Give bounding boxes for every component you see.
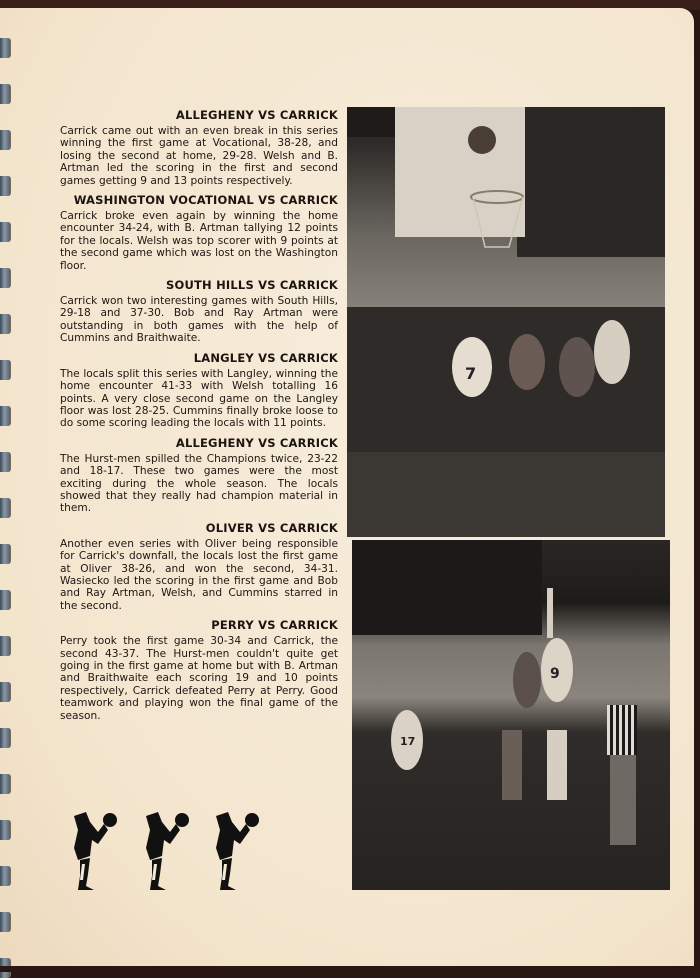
basketball-game-photo [352,540,670,890]
article-oliver [60,521,338,612]
article-body: Carrick came out with an even break in this series winning the first game at Vocational, 38-28, and losing the second at home, 29-28. Welsh and B. Artman led the scoring in the first and second games getting 9 and 13 points respectively. [60,125,338,187]
binding-ring [0,682,11,702]
article-heading: SOUTH HILLS VS CARRICK [166,278,338,293]
svg-text:7: 7 [465,364,477,383]
binding-ring [0,912,11,932]
basketball-player-silhouette-icon [210,808,270,894]
yearbook-page [0,8,694,966]
binding-ring [0,774,11,794]
game-recaps-column [60,108,338,728]
binding-ring [0,406,11,426]
binding-ring [0,544,11,564]
article-heading: ALLEGHENY VS CARRICK [175,108,338,122]
binding-ring [0,636,11,656]
decorative-figures [68,808,278,894]
basketball-game-photo [347,107,665,537]
spiral-binding [0,28,14,978]
article-heading: WASHINGTON VOCATIONAL VS CARRICK [73,193,338,208]
binding-ring [0,360,11,380]
binding-ring [0,452,11,472]
photo-rebound-under-basket [347,107,665,537]
article-washington-vocational [60,193,338,272]
article-body: Carrick broke even again by winning the home encounter 34-24, with B. Artman tallying 12 points for the locals. Welsh was top scorer with 9 points at the second game which was lost on the Washington floor. [60,210,338,272]
article-heading: OLIVER VS CARRICK [205,520,338,535]
article-allegheny-2 [60,436,338,515]
binding-ring [0,176,11,196]
article-body: The Hurst-men spilled the Champions twice, 23-22 and 18-17. These two games were the most exciting during the whole season. The locals showed that they really had champion material in them. [60,452,338,515]
photo-jump-ball-with-referee [352,540,670,890]
article-body: Another even series with Oliver being responsible for Carrick's downfall, the locals lost the first game at Oliver 38-26, and won the second, 34-31. Wasiecko led the scoring in the first game and Bob and Ray Artman, Welsh, and Cummins starred in the second. [60,537,338,612]
article-south-hills [60,278,338,345]
binding-ring [0,590,11,610]
basketball-player-silhouette-icon [140,808,200,894]
binding-ring [0,38,11,58]
binding-ring [0,314,11,334]
article-body: The locals split this series with Langley, winning the home encounter 41-33 with Welsh totalling 16 points. A very close second game on the Langley floor was lost 28-25. Cummins finally broke loose to do some scoring leading the locals with 11 points. [60,367,338,430]
article-body: Perry took the first game 30-34 and Carrick, the second 43-37. The Hurst-men couldn't quite get going in the first game at home but with B. Artman and Braithwaite each scoring 19 and 10 points respectively, Carrick defeated Perry at Perry. Good teamwork and playing won the final game of the season. [60,635,338,722]
article-heading: ALLEGHENY VS CARRICK [175,435,338,450]
binding-ring [0,728,11,748]
binding-ring [0,84,11,104]
binding-ring [0,866,11,886]
article-langley [60,351,338,430]
binding-ring [0,268,11,288]
page-bottom-edge [0,966,700,972]
binding-ring [0,498,11,518]
binding-ring [0,820,11,840]
basketball-player-silhouette-icon [68,808,128,894]
article-heading: LANGLEY VS CARRICK [193,350,338,365]
svg-text:9: 9 [550,666,560,682]
binding-ring [0,222,11,242]
article-allegheny-1 [60,108,338,187]
article-body: Carrick won two interesting games with South Hills, 29-18 and 37-30. Bob and Ray Artman were outstanding in both games with the help of Cummins and Braithwaite. [60,295,338,345]
binding-ring [0,130,11,150]
article-perry [60,618,338,722]
article-heading: PERRY VS CARRICK [211,618,338,633]
svg-text:17: 17 [400,735,416,748]
